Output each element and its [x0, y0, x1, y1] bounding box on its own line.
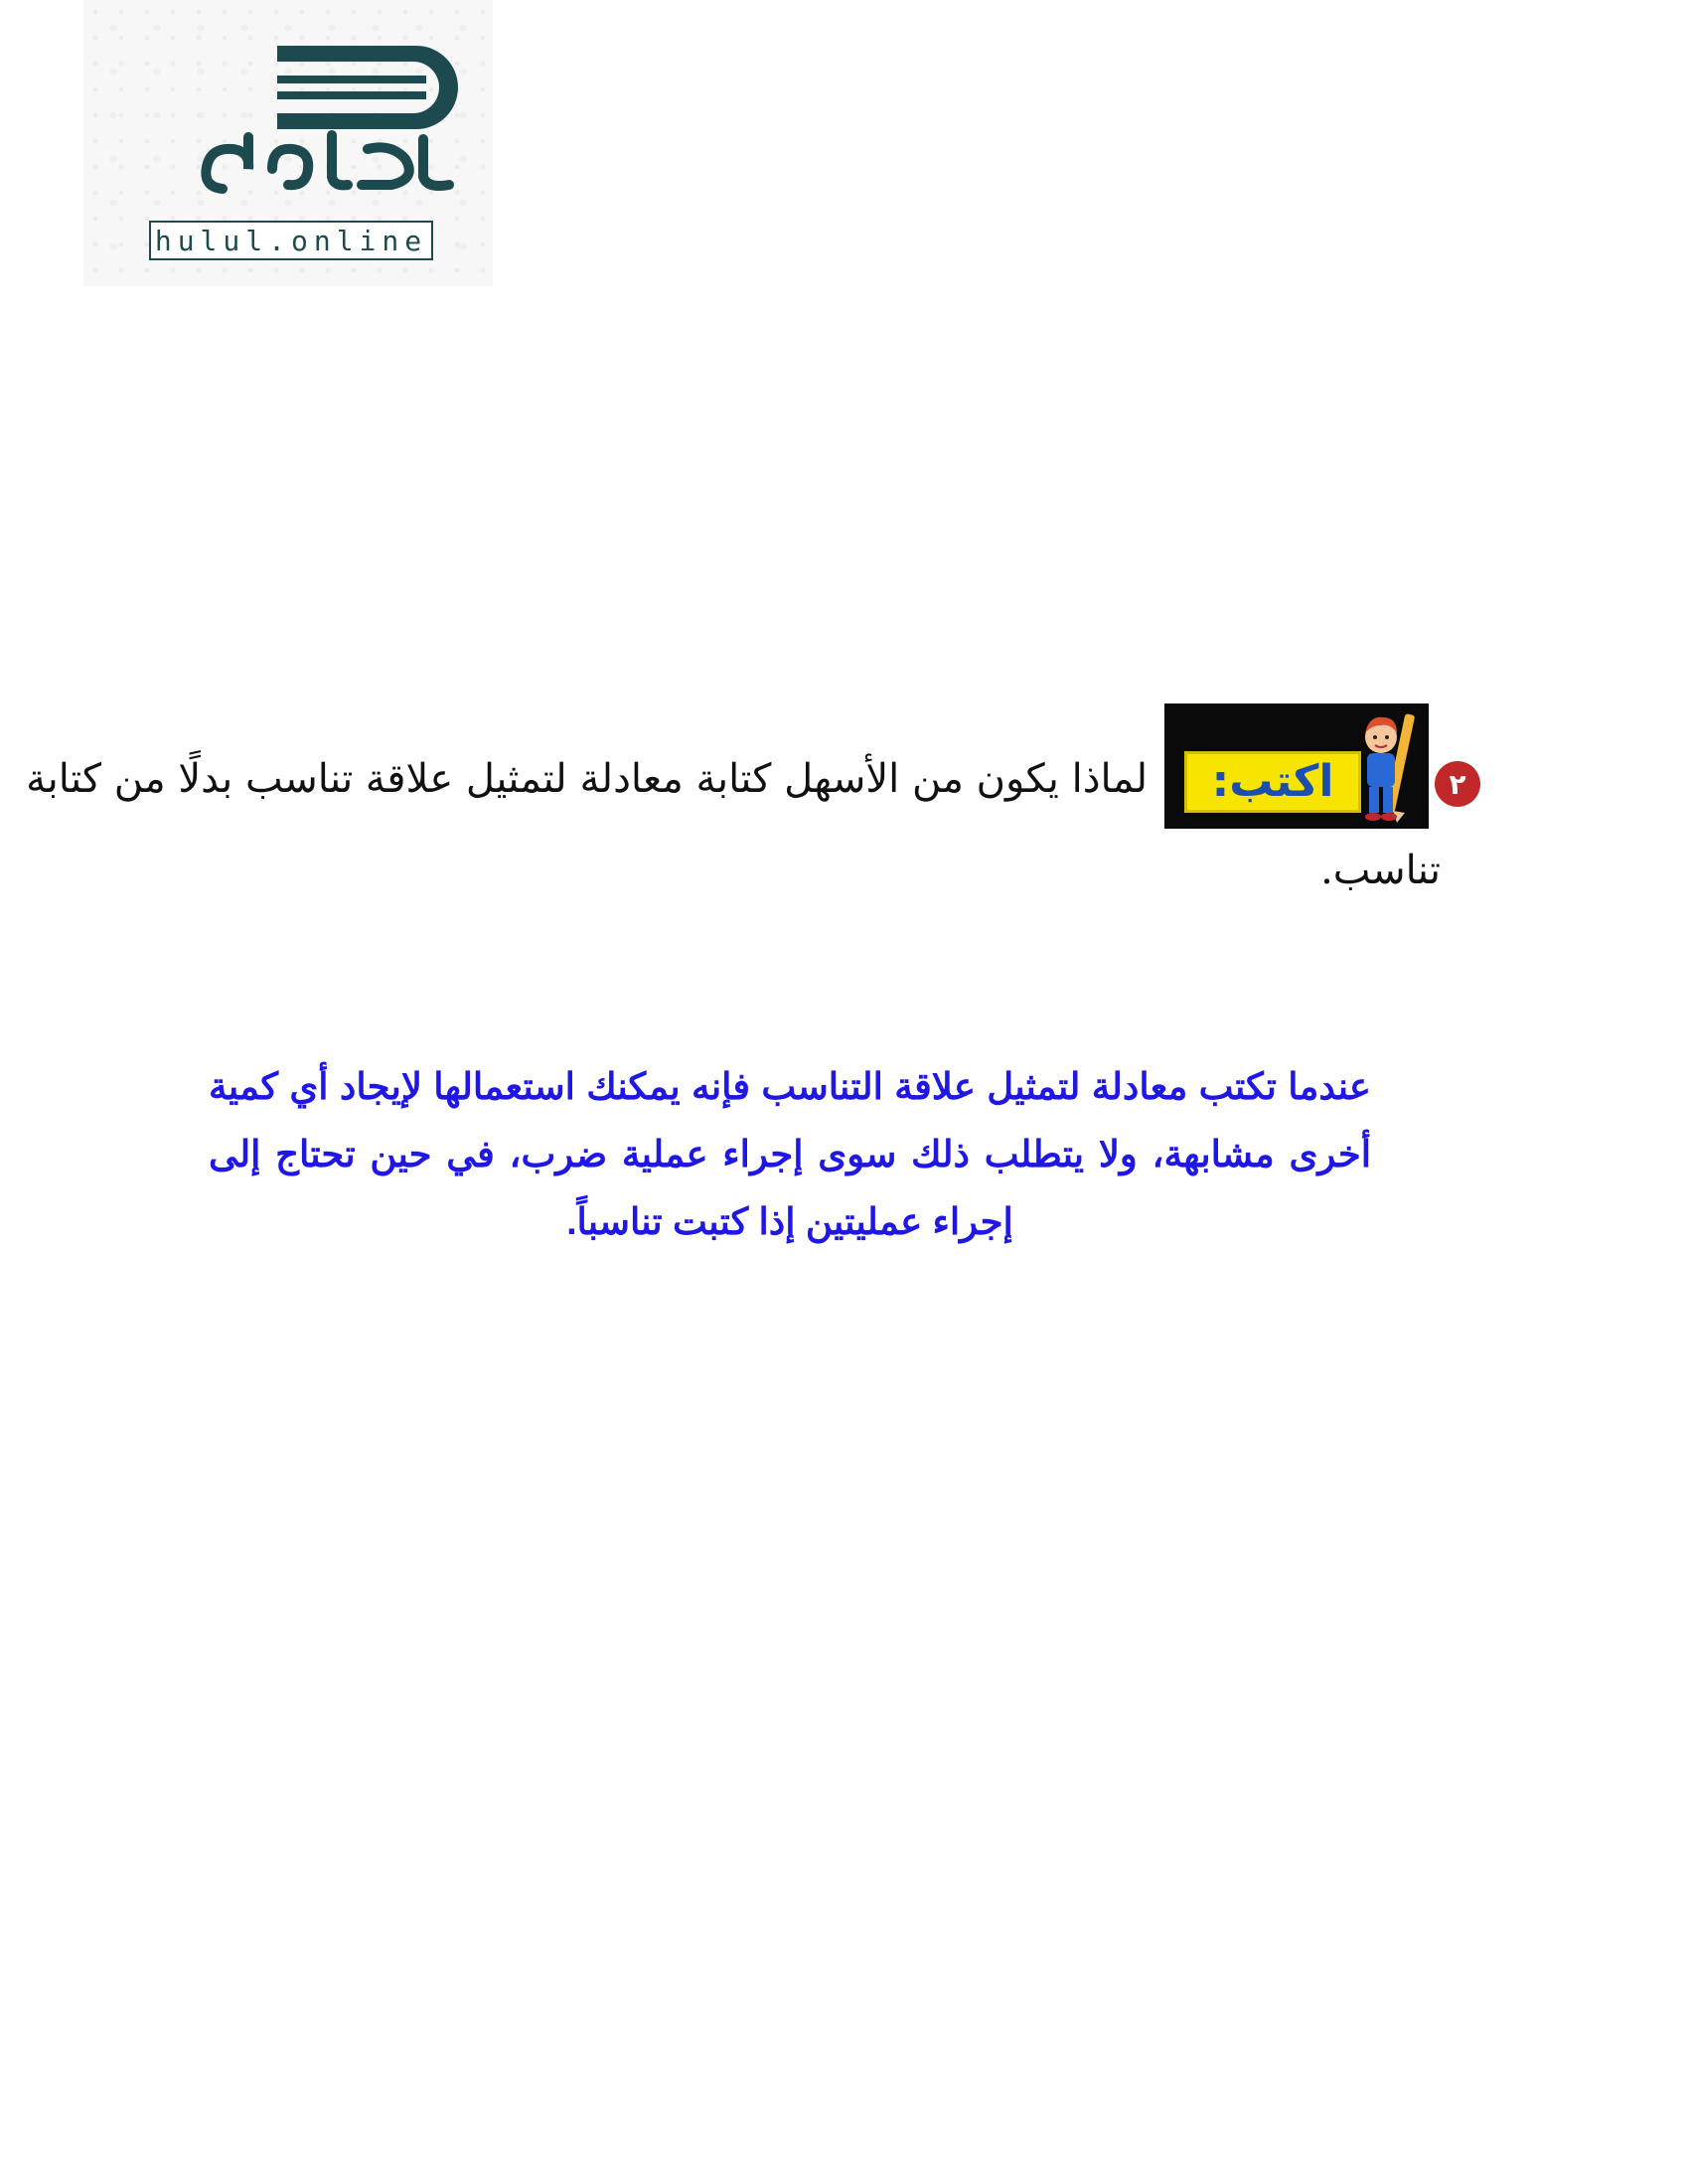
logo-mark-icon: [193, 40, 491, 199]
write-label: اكتب:: [1211, 756, 1334, 807]
question-text-line-2: تناسب.: [1320, 848, 1441, 893]
question-block: [26, 696, 1510, 924]
kid-with-pencil-icon: [1357, 707, 1419, 825]
logo-url: hulul.online: [154, 224, 428, 257]
site-logo: [83, 0, 493, 286]
answer-block: [209, 1053, 1371, 1256]
write-badge: [1164, 703, 1429, 829]
question-text-line-1: لماذا يكون من الأسهل كتابة معادلة لتمثيل علاقة تناسب بدلًا من كتابة: [26, 756, 1148, 802]
logo-url-box: [149, 221, 433, 260]
answer-line-3: إجراء عمليتين إذا كتبت تناسباً.: [566, 1201, 1013, 1242]
write-label-box: [1184, 751, 1361, 813]
question-number: ٢: [1435, 761, 1480, 807]
answer-line-2: أخرى مشابهة، ولا يتطلب ذلك سوى إجراء عملية ضرب، في حين تحتاج إلى: [209, 1134, 1371, 1174]
answer-line-1: عندما تكتب معادلة لتمثيل علاقة التناسب فإنه يمكنك استعمالها لإيجاد أي كمية: [209, 1066, 1371, 1107]
